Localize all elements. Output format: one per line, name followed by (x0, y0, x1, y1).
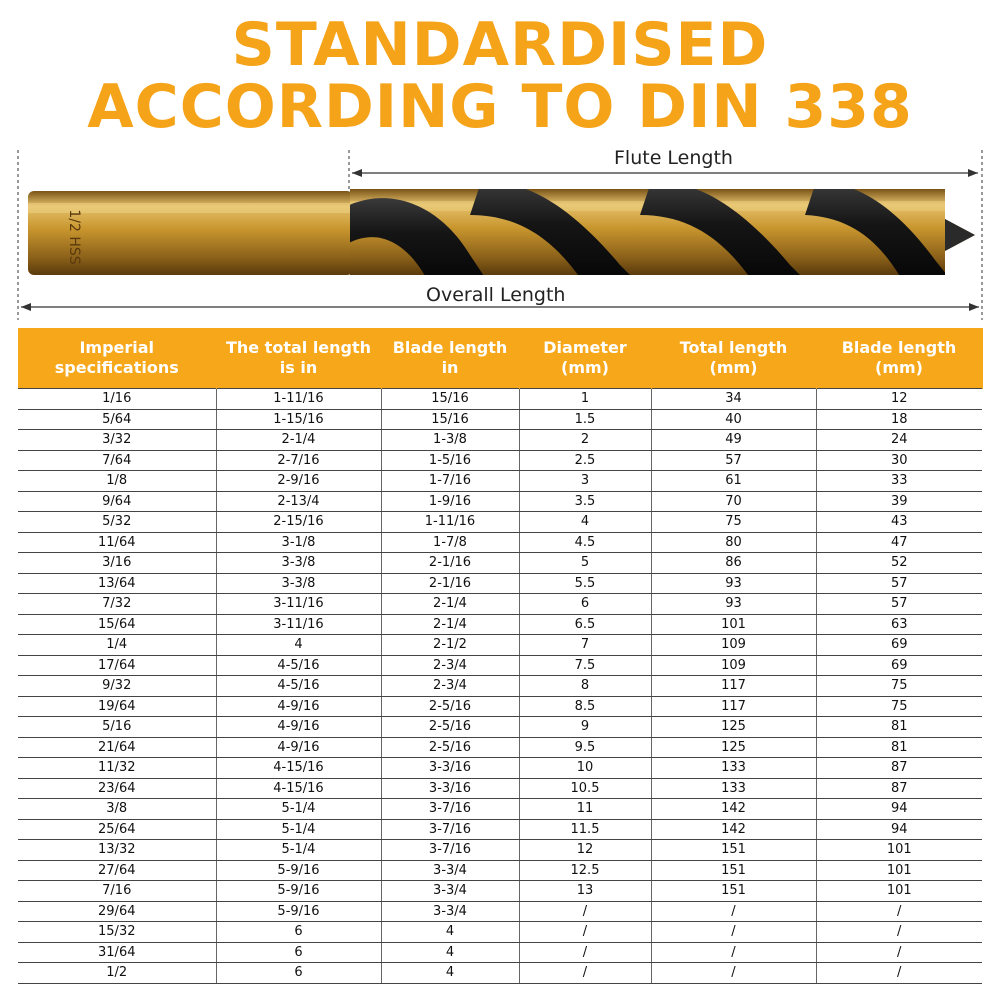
table-row (18, 635, 982, 656)
table-cell: 19/64 (18, 696, 216, 717)
table-row (18, 963, 982, 984)
table-row (18, 778, 982, 799)
table-row (18, 553, 982, 574)
table-cell: 109 (651, 635, 816, 656)
table-cell: 31/64 (18, 942, 216, 963)
table-cell: 5/16 (18, 717, 216, 738)
table-cell: 3-7/16 (381, 819, 519, 840)
table-cell: 3/32 (18, 430, 216, 451)
table-cell: 2-3/4 (381, 655, 519, 676)
table-row (18, 389, 982, 410)
table-cell: 81 (816, 717, 982, 738)
table-cell: 57 (651, 450, 816, 471)
table-cell: / (651, 942, 816, 963)
table-cell: 93 (651, 594, 816, 615)
table-cell: 1-11/16 (381, 512, 519, 533)
table-cell: 2-1/4 (381, 594, 519, 615)
table-cell: 10.5 (519, 778, 651, 799)
table-cell: 11 (519, 799, 651, 820)
drill-flutes (345, 183, 980, 285)
header-blade-length-in: Blade length in (381, 328, 519, 389)
table-cell: 8.5 (519, 696, 651, 717)
table-cell: 94 (816, 819, 982, 840)
table-cell: 3-3/16 (381, 778, 519, 799)
table-cell: 9/64 (18, 491, 216, 512)
table-cell: 2-1/4 (216, 430, 381, 451)
table-cell: 2-5/16 (381, 696, 519, 717)
table-cell: 49 (651, 430, 816, 451)
table-cell: 8 (519, 676, 651, 697)
table-row (18, 881, 982, 902)
table-cell: 1-7/8 (381, 532, 519, 553)
table-cell: 5/32 (18, 512, 216, 533)
table-cell: 93 (651, 573, 816, 594)
table-cell: 6 (216, 963, 381, 984)
header-imperial: Imperial specifications (18, 328, 216, 389)
table-cell: 63 (816, 614, 982, 635)
title-line-2: ACCORDING TO DIN 338 (87, 72, 913, 142)
table-cell: 2-1/16 (381, 553, 519, 574)
table-cell: 142 (651, 799, 816, 820)
table-cell: 39 (816, 491, 982, 512)
table-cell: 133 (651, 778, 816, 799)
table-cell: 23/64 (18, 778, 216, 799)
table-cell: 5/64 (18, 409, 216, 430)
table-row (18, 901, 982, 922)
table-cell: 30 (816, 450, 982, 471)
table-cell: / (519, 901, 651, 922)
table-cell: / (651, 922, 816, 943)
table-cell: 1-3/8 (381, 430, 519, 451)
table-cell: 5-9/16 (216, 881, 381, 902)
table-cell: 4-15/16 (216, 778, 381, 799)
table-cell: 3 (519, 471, 651, 492)
table-cell: 4 (519, 512, 651, 533)
overall-arrow-left (21, 303, 31, 311)
table-cell: 101 (651, 614, 816, 635)
table-cell: 5.5 (519, 573, 651, 594)
table-cell: 1/4 (18, 635, 216, 656)
table-cell: 2-5/16 (381, 717, 519, 738)
table-cell: 13 (519, 881, 651, 902)
table-cell: 3-3/8 (216, 553, 381, 574)
table-cell: / (651, 901, 816, 922)
table-cell: 11/64 (18, 532, 216, 553)
table-cell: 17/64 (18, 655, 216, 676)
table-cell: 2-15/16 (216, 512, 381, 533)
table-cell: 1-15/16 (216, 409, 381, 430)
overall-length-label: Overall Length (420, 286, 571, 305)
table-cell: 6.5 (519, 614, 651, 635)
table-cell: 5 (519, 553, 651, 574)
table-cell: 2-5/16 (381, 737, 519, 758)
table-cell: 21/64 (18, 737, 216, 758)
table-row (18, 717, 982, 738)
table-cell: 94 (816, 799, 982, 820)
table-cell: 4 (381, 963, 519, 984)
table-cell: 3-11/16 (216, 614, 381, 635)
table-cell: 4-9/16 (216, 717, 381, 738)
table-cell: 5-1/4 (216, 840, 381, 861)
table-cell: 117 (651, 696, 816, 717)
table-cell: 1/2 (18, 963, 216, 984)
table-cell: 101 (816, 860, 982, 881)
table-cell: 3-7/16 (381, 840, 519, 861)
table-cell: 34 (651, 389, 816, 410)
table-row (18, 758, 982, 779)
table-cell: 9.5 (519, 737, 651, 758)
table-row (18, 942, 982, 963)
table-cell: 6 (216, 942, 381, 963)
table-header-row (18, 328, 982, 389)
table-cell: 5-1/4 (216, 799, 381, 820)
table-cell: 3-3/8 (216, 573, 381, 594)
table-cell: 117 (651, 676, 816, 697)
table-cell: 4-5/16 (216, 655, 381, 676)
flute-arrow-left (352, 169, 362, 177)
table-cell: 15/32 (18, 922, 216, 943)
table-cell: 4 (381, 922, 519, 943)
table-row (18, 799, 982, 820)
table-cell: 3-7/16 (381, 799, 519, 820)
table-cell: 2-9/16 (216, 471, 381, 492)
table-row (18, 512, 982, 533)
table-cell: 69 (816, 655, 982, 676)
table-row (18, 573, 982, 594)
table-cell: 101 (816, 840, 982, 861)
table-cell: 27/64 (18, 860, 216, 881)
table-row (18, 471, 982, 492)
table-cell: 5-9/16 (216, 860, 381, 881)
table-cell: 3-11/16 (216, 594, 381, 615)
table-cell: 5-9/16 (216, 901, 381, 922)
table-cell: 25/64 (18, 819, 216, 840)
table-cell: 3-3/4 (381, 901, 519, 922)
table-row (18, 594, 982, 615)
table-row (18, 409, 982, 430)
table-cell: 7.5 (519, 655, 651, 676)
header-total-length-in: The total length is in (216, 328, 381, 389)
table-cell: 43 (816, 512, 982, 533)
table-cell: 125 (651, 737, 816, 758)
table-cell: 6 (216, 922, 381, 943)
table-row (18, 819, 982, 840)
table-cell: 2.5 (519, 450, 651, 471)
table-cell: 12 (519, 840, 651, 861)
table-cell: 7/32 (18, 594, 216, 615)
table-cell: 3/8 (18, 799, 216, 820)
table-cell: 80 (651, 532, 816, 553)
table-cell: 69 (816, 635, 982, 656)
table-cell: 1/8 (18, 471, 216, 492)
table-row (18, 840, 982, 861)
table-cell: / (816, 963, 982, 984)
table-row (18, 922, 982, 943)
table-cell: 1 (519, 389, 651, 410)
table-cell: 70 (651, 491, 816, 512)
table-cell: 87 (816, 758, 982, 779)
table-cell: 10 (519, 758, 651, 779)
table-cell: 2 (519, 430, 651, 451)
table-cell: 12.5 (519, 860, 651, 881)
table-cell: 2-13/4 (216, 491, 381, 512)
table-cell: 151 (651, 840, 816, 861)
table-cell: 3-3/4 (381, 860, 519, 881)
table-cell: 1-5/16 (381, 450, 519, 471)
table-cell: / (816, 922, 982, 943)
table-cell: 1/16 (18, 389, 216, 410)
table-cell: 3.5 (519, 491, 651, 512)
table-cell: 2-7/16 (216, 450, 381, 471)
table-cell: 18 (816, 409, 982, 430)
table-cell: 7/64 (18, 450, 216, 471)
table-cell: 101 (816, 881, 982, 902)
table-cell: 57 (816, 573, 982, 594)
table-cell: 3-1/8 (216, 532, 381, 553)
table-row (18, 430, 982, 451)
table-cell: / (651, 963, 816, 984)
table-cell: 5-1/4 (216, 819, 381, 840)
table-cell: 3/16 (18, 553, 216, 574)
table-row (18, 860, 982, 881)
table-row (18, 491, 982, 512)
table-cell: 12 (816, 389, 982, 410)
table-cell: 6 (519, 594, 651, 615)
table-cell: 4.5 (519, 532, 651, 553)
header-blade-length-mm: Blade length (mm) (816, 328, 982, 389)
table-cell: 125 (651, 717, 816, 738)
header-diameter-mm: Diameter (mm) (519, 328, 651, 389)
table-cell: 33 (816, 471, 982, 492)
table-cell: / (816, 901, 982, 922)
table-cell: 1-7/16 (381, 471, 519, 492)
table-cell: 1-9/16 (381, 491, 519, 512)
table-row (18, 737, 982, 758)
table-row (18, 696, 982, 717)
table-cell: 142 (651, 819, 816, 840)
table-cell: / (519, 942, 651, 963)
table-cell: 75 (816, 676, 982, 697)
table-cell: 151 (651, 860, 816, 881)
table-cell: 81 (816, 737, 982, 758)
header-total-length-mm: Total length (mm) (651, 328, 816, 389)
table-row (18, 655, 982, 676)
table-cell: 75 (651, 512, 816, 533)
table-cell: 11.5 (519, 819, 651, 840)
table-cell: 13/32 (18, 840, 216, 861)
table-row (18, 532, 982, 553)
table-cell: 4 (216, 635, 381, 656)
table-cell: 57 (816, 594, 982, 615)
table-cell: 87 (816, 778, 982, 799)
table-cell: / (816, 942, 982, 963)
table-cell: 47 (816, 532, 982, 553)
table-cell: 2-1/4 (381, 614, 519, 635)
flute-arrow-right (968, 169, 978, 177)
table-row (18, 676, 982, 697)
table-cell: / (519, 963, 651, 984)
table-cell: 9/32 (18, 676, 216, 697)
table-cell: 2-1/16 (381, 573, 519, 594)
shank-marking: 1/2 HSS (66, 209, 82, 265)
drill-size-table (18, 328, 983, 984)
table-cell: 4-5/16 (216, 676, 381, 697)
flute-length-label: Flute Length (608, 149, 739, 168)
drill-tip (945, 219, 975, 251)
table-cell: 2-3/4 (381, 676, 519, 697)
table-cell: 13/64 (18, 573, 216, 594)
title-line-1: STANDARDISED (231, 10, 769, 80)
table-row (18, 614, 982, 635)
table-cell: 24 (816, 430, 982, 451)
table-cell: 7/16 (18, 881, 216, 902)
table-cell: 61 (651, 471, 816, 492)
table-cell: 29/64 (18, 901, 216, 922)
table-cell: 151 (651, 881, 816, 902)
table-cell: 15/16 (381, 389, 519, 410)
table-cell: 9 (519, 717, 651, 738)
table-cell: 4 (381, 942, 519, 963)
table-cell: 4-9/16 (216, 696, 381, 717)
table-cell: 3-3/4 (381, 881, 519, 902)
table-cell: 7 (519, 635, 651, 656)
table-cell: 75 (816, 696, 982, 717)
table-cell: 3-3/16 (381, 758, 519, 779)
overall-arrow-right (969, 303, 979, 311)
table-cell: 40 (651, 409, 816, 430)
table-cell: 11/32 (18, 758, 216, 779)
table-cell: 2-1/2 (381, 635, 519, 656)
table-cell: 4-15/16 (216, 758, 381, 779)
table-cell: 133 (651, 758, 816, 779)
table-cell: 1-11/16 (216, 389, 381, 410)
table-cell: 109 (651, 655, 816, 676)
table-cell: 86 (651, 553, 816, 574)
table-cell: 15/16 (381, 409, 519, 430)
table-cell: 4-9/16 (216, 737, 381, 758)
table-cell: 1.5 (519, 409, 651, 430)
table-cell: / (519, 922, 651, 943)
table-cell: 15/64 (18, 614, 216, 635)
table-row (18, 450, 982, 471)
table-cell: 52 (816, 553, 982, 574)
